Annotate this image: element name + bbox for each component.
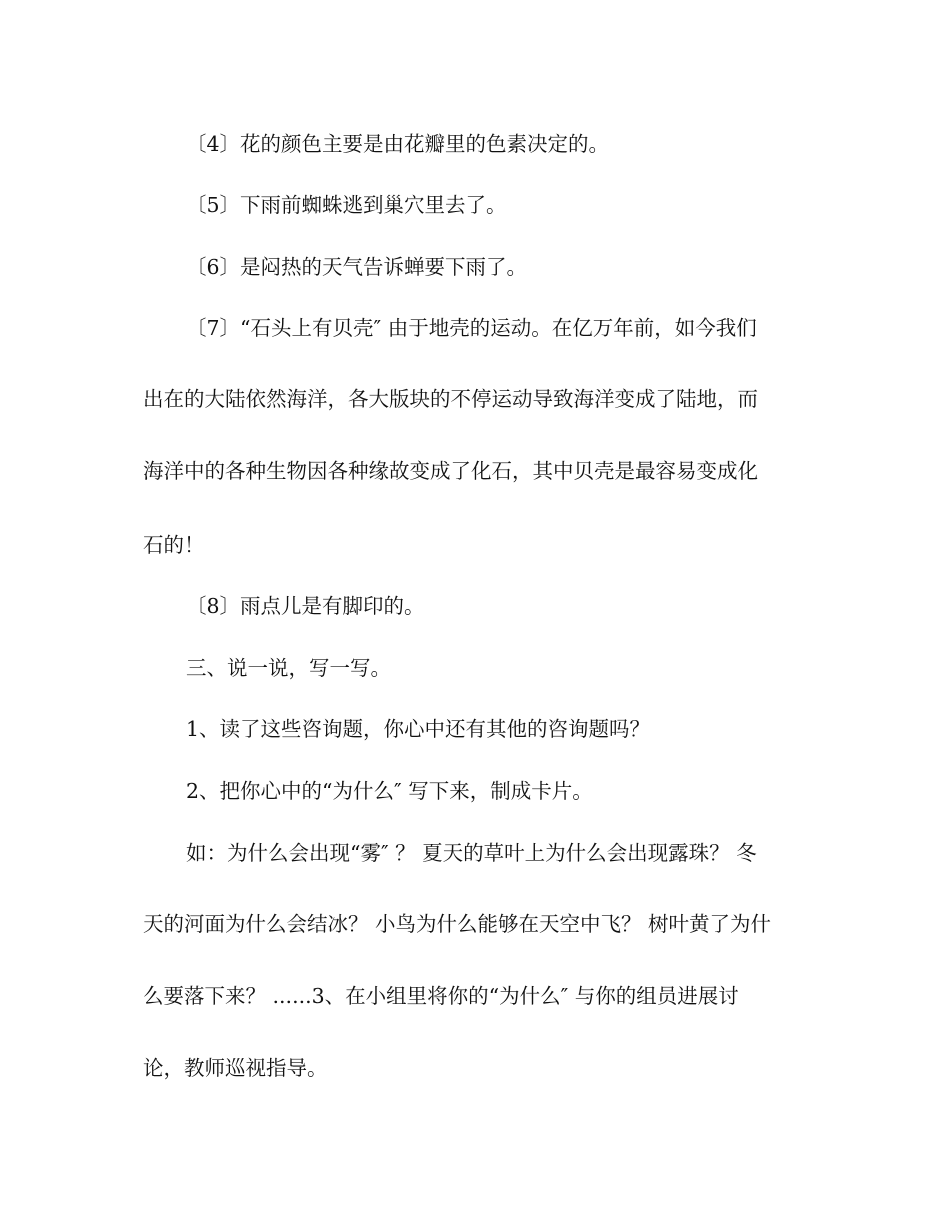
paragraph-item-7-line-2: 出在的大陆依然海洋，各大版块的不停运动导致海洋变成了陆地，而: [143, 387, 758, 411]
paragraph-item-7-line-3: 海洋中的各种生物因各种缘故变成了化石，其中贝壳是最容易变成化: [143, 459, 758, 483]
example-line-1: 如：为什么会出现“雾″ ？ 夏天的草叶上为什么会出现露珠？ 冬: [186, 841, 757, 865]
task-2: 2、把你心中的“为什么″ 写下来，制成卡片。: [186, 779, 593, 803]
paragraph-item-7-line-1: 〔7〕“石头上有贝壳″ 由于地壳的运动。在亿万年前，如今我们: [186, 316, 757, 340]
paragraph-item-7-line-4: 石的！: [143, 533, 205, 557]
section-heading-3: 三、说一说，写一写。: [186, 656, 391, 680]
task-1: 1、读了这些咨询题，你心中还有其他的咨询题吗？: [186, 717, 651, 741]
example-line-4: 论，教师巡视指导。: [143, 1056, 328, 1080]
paragraph-item-4: 〔4〕花的颜色主要是由花瓣里的色素决定的。: [186, 132, 610, 156]
paragraph-item-5: 〔5〕下雨前蜘蛛逃到巢穴里去了。: [186, 193, 507, 217]
example-line-2: 天的河面为什么会结冰？ 小鸟为什么能够在天空中飞？ 树叶黄了为什: [143, 912, 772, 936]
example-line-3: 么要落下来？ ......3、在小组里将你的“为什么″ 与你的组员进展讨: [143, 984, 739, 1008]
paragraph-item-6: 〔6〕是闷热的天气告诉蝉要下雨了。: [186, 255, 528, 279]
paragraph-item-8: 〔8〕雨点儿是有脚印的。: [186, 594, 425, 618]
